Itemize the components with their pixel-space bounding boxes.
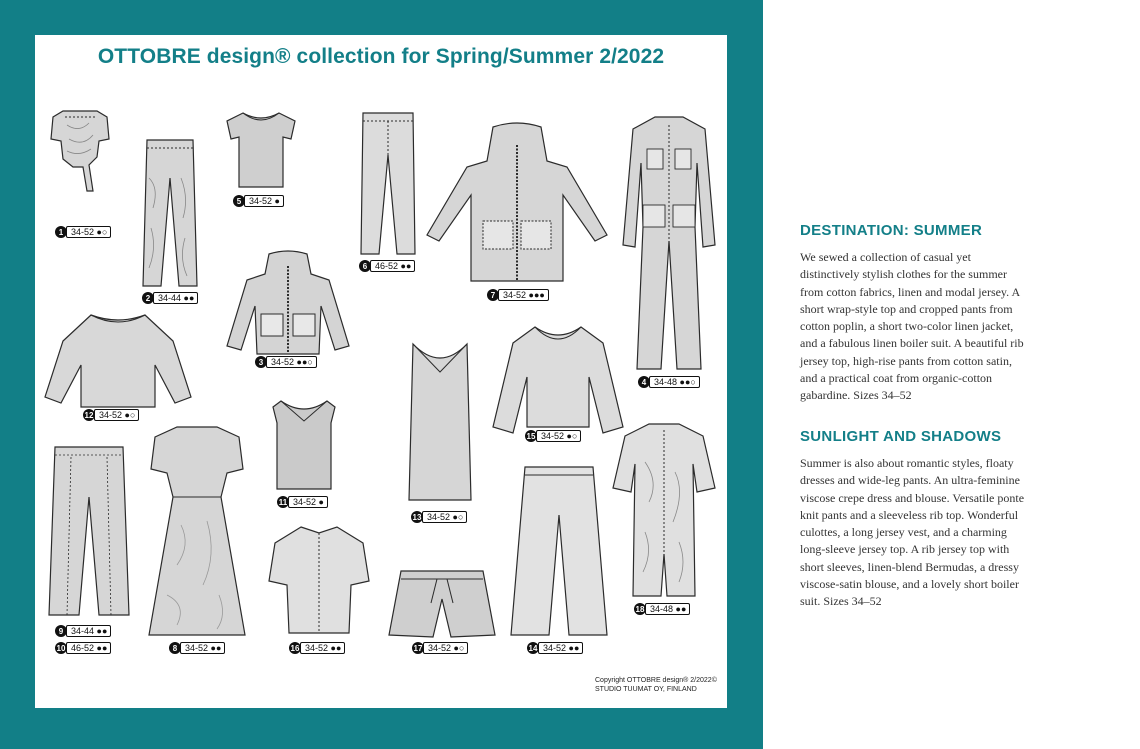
garment-9-wide-leg-pants xyxy=(47,445,131,617)
garment-16-tag: 16 34-52 ●● xyxy=(289,642,345,654)
garment-13-tag: 13 34-52 ●○ xyxy=(411,511,467,523)
garment-18-tag: 18 34-48 ●● xyxy=(634,603,690,615)
garment-16-satin-blouse xyxy=(267,523,371,635)
garment-3-two-color-jacket xyxy=(225,250,351,354)
garment-8-dress xyxy=(147,425,247,637)
garment-17-bermudas xyxy=(387,569,497,639)
garment-1-tag: 1 34-52 ●○ xyxy=(55,226,111,238)
section-heading: DESTINATION: SUMMER xyxy=(800,222,983,239)
garment-18-short-boiler-suit xyxy=(609,422,719,598)
garment-6-high-rise-pants xyxy=(357,111,419,256)
garment-10-tag: 10 46-52 ●● xyxy=(55,642,111,654)
section-body: Summer is also about romantic styles, floaty dresses and wide-leg pants. An ultra-feminine viscose crepe dress and blouse. Versatile ponte knit pants and a sleeveless rib top. Wonderful culottes, a long jersey vest, and a charming long-sleeve jersey top. A rib jersey top with short sleeves, linen-blend Bermudas, a dressy viscose-satin blouse, and a lovely short boiler suit. Sizes 34–52 xyxy=(800,456,1025,609)
catalog-card xyxy=(35,35,727,708)
garment-2-cropped-pants xyxy=(139,138,201,288)
garment-11-sleeveless-top xyxy=(271,399,337,491)
garment-13-long-jersey-vest xyxy=(405,342,475,502)
garment-17-tag: 17 34-52 ●○ xyxy=(412,642,468,654)
garment-5-tag: 5 34-52 ● xyxy=(233,195,284,207)
garment-12-tag: 12 34-52 ●○ xyxy=(83,409,139,421)
garment-8-tag: 8 34-52 ●● xyxy=(169,642,225,654)
garment-11-tag: 11 34-52 ● xyxy=(277,496,328,508)
garment-6-tag: 6 46-52 ●● xyxy=(359,260,415,272)
copyright-notice: Copyright OTTOBRE design® 2/2022© STUDIO TUUMAT OY, FINLAND xyxy=(595,677,717,693)
garment-14-tag: 14 34-52 ●● xyxy=(527,642,583,654)
garment-12-blouse xyxy=(43,311,193,407)
garment-14-culottes xyxy=(509,465,609,637)
garment-15-long-sleeve-top xyxy=(491,323,625,435)
garment-5-jersey-top xyxy=(225,109,297,189)
garment-4-tag: 4 34-48 ●●○ xyxy=(638,376,700,388)
garment-7-hooded-coat xyxy=(425,123,609,283)
section-sunlight-and-shadows xyxy=(800,428,1025,611)
section-heading: SUNLIGHT AND SHADOWS xyxy=(800,428,1002,445)
section-destination-summer xyxy=(800,222,1025,405)
garment-4-boiler-suit xyxy=(619,115,719,371)
garment-1-wrap-top xyxy=(49,105,111,225)
section-body: We sewed a collection of casual yet distinctively stylish clothes for the summer from cotton fabrics, linen and modal jersey. A short wrap-style top and cropped pants from cotton poplin, a short two-color linen jacket, and a fabulous linen boiler suit. A beautiful rib jersey top, high-rise pants from cotton satin, and a practical coat from organic-cotton gabardine. Sizes 34–52 xyxy=(800,250,1024,403)
garment-3-tag: 3 34-52 ●●○ xyxy=(255,356,317,368)
garment-7-tag: 7 34-52 ●●● xyxy=(487,289,549,301)
garment-2-tag: 2 34-44 ●● xyxy=(142,292,198,304)
garment-9-tag: 9 34-44 ●● xyxy=(55,625,111,637)
catalog-title: OTTOBRE design® collection for Spring/Summer 2/2022 xyxy=(97,45,665,68)
garment-15-tag: 15 34-52 ●○ xyxy=(525,430,581,442)
